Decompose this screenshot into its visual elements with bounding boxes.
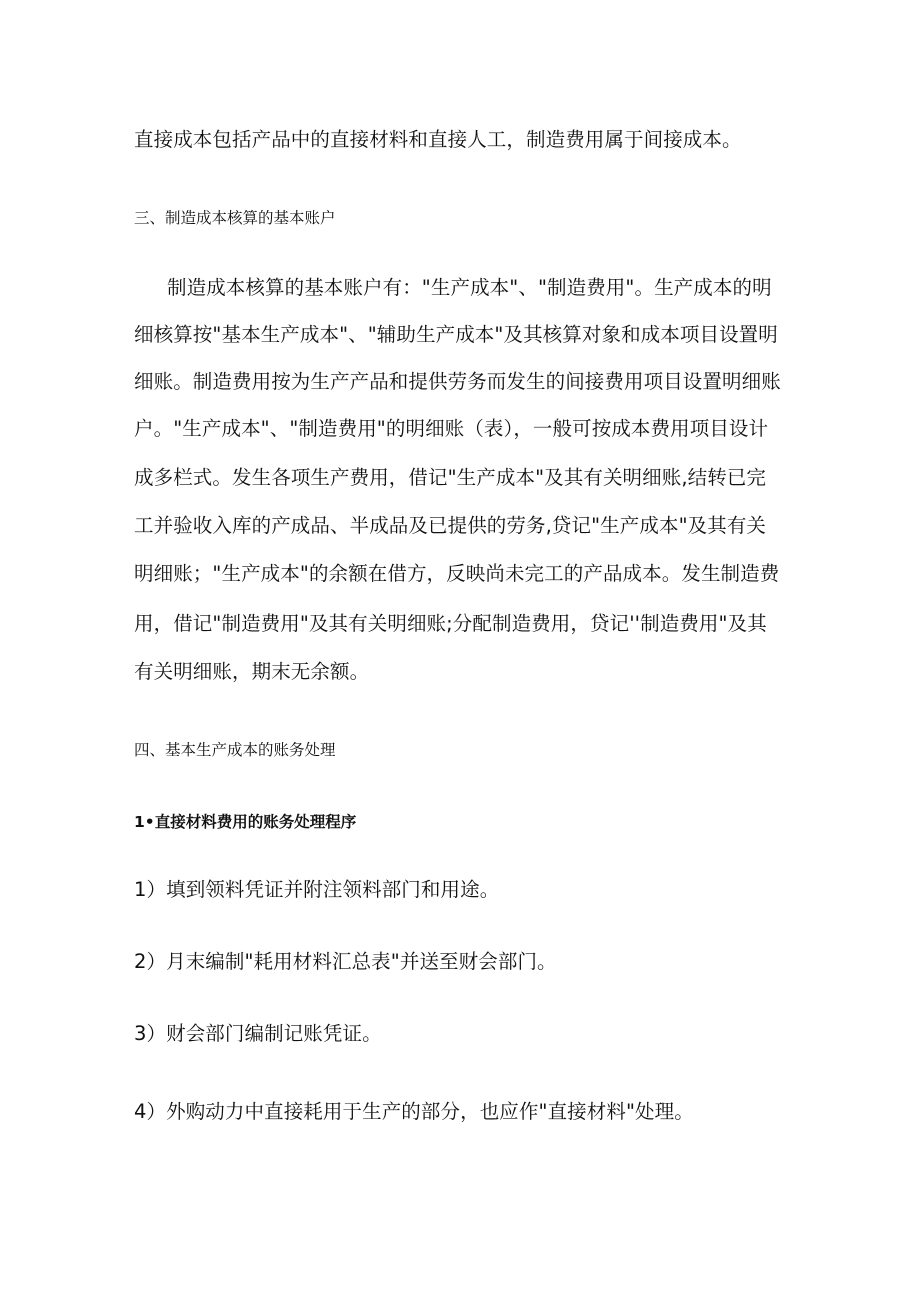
paragraph-line: 用，借记"制造费用"及其有关明细账;分配制造费用，贷记''制造费用"及其: [134, 612, 767, 635]
paragraph-line: 有关明细账，期末无余额。: [134, 660, 370, 683]
section-4-heading: 四、基本生产成本的账务处理: [134, 741, 336, 759]
paragraph-line: 细核算按"基本生产成本"、"辅助生产成本"及其核算对象和成本项目设置明: [134, 323, 778, 346]
paragraph-line: 户。"生产成本"、"制造费用"的明细账（表），一般可按成本费用项目设计: [134, 417, 769, 440]
paragraph-line: 工并验收入库的产成品、半成品及已提供的劳务,贷记"生产成本"及其有关: [134, 514, 767, 537]
section-4-subheading: 1•直接材料费用的账务处理程序: [134, 813, 357, 831]
paragraph-line: 明细账；"生产成本"的余额在借方，反映尚未完工的产品成本。发生制造费: [134, 562, 780, 585]
list-item: 2）月末编制"耗用材料汇总表"并送至财会部门。: [134, 950, 557, 973]
intro-line: 直接成本包括产品中的直接材料和直接人工，制造费用属于间接成本。: [134, 128, 742, 151]
paragraph-line: 细账。制造费用按为生产产品和提供劳务而发生的间接费用项目设置明细账: [134, 370, 781, 393]
list-item: 3）财会部门编制记账凭证。: [134, 1022, 382, 1045]
paragraph-line: 制造成本核算的基本账户有："生产成本"、"制造费用"。生产成本的明: [167, 276, 772, 299]
paragraph-line: 成多栏式。发生各项生产费用，借记"生产成本"及其有关明细账,结转已完: [134, 466, 767, 489]
list-item: 1）填到领料凭证并附注领料部门和用途。: [134, 878, 500, 901]
section-3-heading: 三、制造成本核算的基本账户: [134, 209, 336, 227]
list-item: 4）外购动力中直接耗用于生产的部分，也应作"直接材料"处理。: [134, 1100, 694, 1123]
